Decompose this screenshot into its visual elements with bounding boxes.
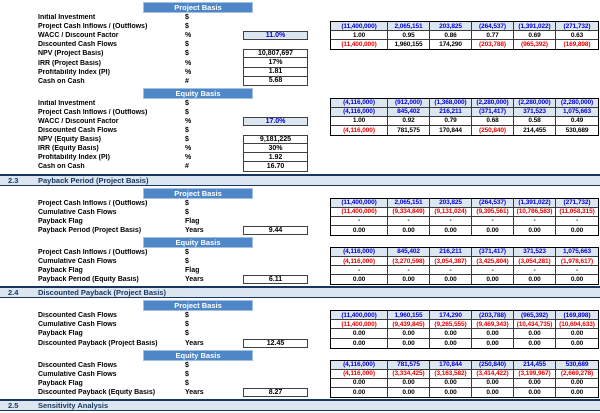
table-cell[interactable]: - — [514, 217, 556, 226]
unit-label: $ — [185, 23, 189, 31]
unit-label: Years — [185, 388, 204, 396]
table-cell[interactable]: (271,732) — [556, 199, 598, 208]
table-cell[interactable]: (912,000) — [388, 99, 430, 108]
table-cell[interactable]: (10,604,633) — [556, 320, 598, 329]
table-cell[interactable]: 0.00 — [388, 275, 430, 284]
unit-label: Flag — [185, 217, 200, 225]
table-cell[interactable]: (371,417) — [472, 108, 514, 117]
basis-block-equity-basis-returns — [0, 88, 600, 172]
discounted-payback-equity-value[interactable]: 8.27 — [243, 388, 308, 397]
table-cell[interactable]: (10,434,735) — [514, 320, 556, 329]
table-cell[interactable]: (4,116,000) — [331, 248, 388, 257]
basis-header-bar: Equity Basis — [143, 88, 253, 99]
sheet-row — [0, 135, 600, 144]
row-label: Payback Flag — [38, 330, 83, 338]
unit-label: $ — [185, 99, 189, 107]
table-cell[interactable]: (11,400,000) — [331, 22, 388, 31]
sheet-row — [0, 77, 600, 86]
unit-label: $ — [185, 50, 189, 58]
table-cell[interactable]: 2,065,151 — [388, 199, 430, 208]
value-box-slot — [243, 208, 308, 217]
table-cell[interactable]: (11,400,000) — [331, 320, 388, 329]
table-cell[interactable]: 1.00 — [331, 31, 388, 40]
table-cell[interactable]: (965,392) — [514, 40, 556, 49]
table-cell[interactable]: (4,116,000) — [331, 108, 388, 117]
table-cell[interactable]: 0.00 — [331, 379, 388, 388]
pi-project-value[interactable]: 1.81 — [243, 68, 308, 77]
table-cell[interactable]: 170,844 — [430, 361, 472, 370]
table-cell[interactable]: (3,270,598) — [388, 257, 430, 266]
unit-label: $ — [185, 208, 189, 216]
payback-period-project-value[interactable]: 9.44 — [243, 226, 308, 235]
value-box-slot — [243, 311, 308, 320]
table-cell[interactable]: 371,523 — [514, 108, 556, 117]
value-box-slot — [243, 153, 308, 162]
row-label: Cumulative Cash Flows — [38, 321, 117, 329]
table-cell[interactable]: - — [430, 266, 472, 275]
table-cell[interactable]: 781,575 — [388, 126, 430, 135]
row-label: Cash on Cash — [38, 163, 85, 171]
unit-label: # — [185, 77, 189, 85]
table-cell[interactable]: 0.79 — [430, 117, 472, 126]
table-cell[interactable]: (9,439,845) — [388, 320, 430, 329]
value-box-slot — [243, 13, 308, 22]
table-cell[interactable]: (4,116,000) — [331, 126, 388, 135]
npv-project-value[interactable]: 10,807,697 — [243, 49, 308, 58]
value-box-slot — [243, 257, 308, 266]
section-title: Sensitivity Analysis — [38, 401, 109, 410]
table-cell[interactable]: - — [472, 266, 514, 275]
table-cell[interactable]: (3,054,387) — [430, 257, 472, 266]
table-cell[interactable]: 0.00 — [331, 388, 388, 397]
unit-label: Years — [185, 226, 204, 234]
basis-header-bar: Equity Basis — [143, 237, 253, 248]
table-cell[interactable]: (203,788) — [472, 311, 514, 320]
table-cell[interactable]: 203,825 — [430, 22, 472, 31]
section-header-discounted-payback — [0, 286, 600, 298]
row-label: Payback Period (Project Basis) — [38, 226, 142, 234]
table-cell[interactable]: (169,898) — [556, 311, 598, 320]
table-cell[interactable]: 0.00 — [430, 379, 472, 388]
unit-label: $ — [185, 361, 189, 369]
section-number: 2.4 — [8, 288, 19, 298]
npv-equity-value[interactable]: 9,181,225 — [243, 135, 308, 144]
table-cell[interactable]: (11,058,315) — [556, 208, 598, 217]
table-cell[interactable]: 0.00 — [388, 379, 430, 388]
value-box-slot — [243, 275, 308, 284]
value-box-slot — [243, 117, 308, 126]
unit-label: $ — [185, 370, 189, 378]
table-cell[interactable]: (3,199,967) — [514, 370, 556, 379]
unit-label: $ — [185, 127, 189, 135]
table-cell[interactable]: - — [472, 217, 514, 226]
table-cell[interactable]: 0.00 — [514, 339, 556, 348]
basis-header-bar: Equity Basis — [143, 350, 253, 361]
table-cell[interactable]: 0.92 — [388, 117, 430, 126]
period-table — [330, 198, 599, 236]
table-cell[interactable]: 0.00 — [331, 275, 388, 284]
value-box-slot — [243, 339, 308, 348]
table-cell[interactable]: 0.00 — [331, 329, 388, 338]
table-cell[interactable]: (1,978,617) — [556, 257, 598, 266]
table-cell[interactable]: - — [331, 266, 388, 275]
table-cell[interactable]: 2,065,151 — [388, 22, 430, 31]
row-label: Payback Period (Equity Basis) — [38, 276, 139, 284]
table-cell[interactable]: 530,689 — [556, 361, 598, 370]
table-cell[interactable]: (271,732) — [556, 22, 598, 31]
table-cell[interactable]: 0.00 — [514, 226, 556, 235]
sheet-row — [0, 153, 600, 162]
table-cell[interactable]: 0.00 — [514, 379, 556, 388]
table-cell[interactable]: (1,368,000) — [430, 99, 472, 108]
table-cell[interactable]: (11,400,000) — [331, 199, 388, 208]
table-cell[interactable]: 214,455 — [514, 361, 556, 370]
table-cell[interactable]: 0.00 — [570, 339, 584, 347]
table-cell[interactable]: (9,334,849) — [388, 208, 430, 217]
unit-label: Years — [185, 276, 204, 284]
value-box-slot — [243, 126, 308, 135]
table-cell[interactable]: (11,400,000) — [331, 208, 388, 217]
table-cell[interactable]: 174,290 — [430, 311, 472, 320]
table-cell[interactable]: 170,844 — [430, 126, 472, 135]
table-cell[interactable]: 1,960,155 — [388, 40, 430, 49]
unit-label: Flag — [185, 267, 200, 275]
table-cell[interactable]: (4,116,000) — [331, 370, 388, 379]
row-label: Cumulative Cash Flows — [38, 208, 117, 216]
row-label: Discounted Payback (Project Basis) — [38, 339, 158, 347]
table-cell[interactable]: 0.00 — [514, 388, 556, 397]
table-cell[interactable]: 1,075,663 — [556, 248, 598, 257]
row-label: Payback Flag — [38, 267, 83, 275]
value-box-slot — [243, 162, 308, 171]
table-cell[interactable]: 781,575 — [388, 361, 430, 370]
table-cell[interactable]: 0.95 — [388, 31, 430, 40]
table-cell[interactable]: 1,075,663 — [556, 108, 598, 117]
unit-label: % — [185, 154, 192, 162]
table-cell[interactable]: 845,402 — [388, 248, 430, 257]
table-cell[interactable]: 0.00 — [331, 226, 388, 235]
unit-label: $ — [185, 330, 189, 338]
row-label: Initial Investment — [38, 99, 96, 107]
value-box-slot — [243, 320, 308, 329]
table-cell[interactable]: 0.00 — [430, 275, 472, 284]
table-cell[interactable]: (2,280,000) — [514, 99, 556, 108]
section-title: Discounted Payback (Project Basis) — [38, 288, 166, 298]
table-cell[interactable]: 371,523 — [514, 248, 556, 257]
table-cell[interactable]: (4,116,000) — [331, 361, 388, 370]
table-cell[interactable]: - — [331, 217, 388, 226]
table-cell[interactable]: (9,395,561) — [472, 208, 514, 217]
pi-equity-value[interactable]: 1.92 — [243, 153, 308, 162]
value-box-slot — [243, 31, 308, 40]
table-cell[interactable]: (4,116,000) — [331, 99, 388, 108]
table-cell[interactable]: (11,400,000) — [331, 40, 388, 49]
table-cell[interactable]: 0.00 — [472, 226, 514, 235]
table-cell[interactable]: (264,537) — [472, 22, 514, 31]
value-box-slot — [243, 49, 308, 58]
unit-label: $ — [185, 248, 189, 256]
period-table — [330, 98, 599, 136]
table-cell[interactable]: (371,417) — [472, 248, 514, 257]
table-cell[interactable]: (264,537) — [472, 199, 514, 208]
row-label: Cumulative Cash Flows — [38, 258, 117, 266]
table-cell[interactable]: 0.00 — [472, 379, 514, 388]
value-box-slot — [243, 144, 308, 153]
cash-on-cash-project-value[interactable]: 5.68 — [243, 77, 308, 86]
table-cell[interactable]: 0.00 — [570, 226, 584, 234]
table-cell[interactable]: 214,455 — [514, 126, 556, 135]
table-cell[interactable]: (3,425,804) — [472, 257, 514, 266]
sheet-row — [0, 58, 600, 67]
table-cell[interactable]: 845,402 — [388, 108, 430, 117]
section-title: Payback Period (Project Basis) — [38, 175, 149, 185]
table-cell[interactable]: - — [388, 217, 430, 226]
unit-label: $ — [185, 136, 189, 144]
value-box-slot — [243, 226, 308, 235]
row-label: Discounted Cash Flows — [38, 312, 117, 320]
table-cell[interactable]: 1.00 — [331, 117, 388, 126]
table-cell[interactable]: (4,116,000) — [331, 257, 388, 266]
table-cell[interactable]: - — [514, 266, 556, 275]
table-cell[interactable]: 0.86 — [430, 31, 472, 40]
value-box-slot — [243, 217, 308, 226]
value-box-slot — [243, 370, 308, 379]
unit-label: $ — [185, 108, 189, 116]
table-cell[interactable]: 0.77 — [472, 31, 514, 40]
table-cell[interactable]: 216,211 — [430, 108, 472, 117]
row-label: Initial Investment — [38, 14, 96, 22]
period-table — [330, 247, 599, 285]
row-label: Cumulative Cash Flows — [38, 370, 117, 378]
table-cell[interactable]: 0.00 — [430, 226, 472, 235]
unit-label: $ — [185, 199, 189, 207]
row-label: Discounted Cash Flows — [38, 41, 117, 49]
table-cell[interactable]: 0.00 — [388, 388, 430, 397]
row-label: NPV (Equity Basis) — [38, 136, 102, 144]
row-label: Payback Flag — [38, 217, 83, 225]
row-label: IRR (Project Basis) — [38, 59, 102, 67]
table-cell[interactable]: (2,669,278) — [556, 370, 598, 379]
unit-label: $ — [185, 41, 189, 49]
payback-period-equity-value[interactable]: 6.11 — [243, 275, 308, 284]
table-cell[interactable]: (169,898) — [563, 41, 591, 49]
table-cell[interactable]: 1,960,155 — [388, 311, 430, 320]
row-label: Project Cash Inflows / (Outflows) — [38, 108, 148, 116]
table-cell[interactable]: 0.00 — [472, 339, 514, 348]
table-cell[interactable]: 0.00 — [472, 388, 514, 397]
table-cell[interactable]: 0.00 — [556, 379, 598, 388]
sheet-row — [0, 144, 600, 153]
section-header-payback-period — [0, 174, 600, 186]
table-cell[interactable]: 0.00 — [556, 329, 598, 338]
basis-header-bar: Project Basis — [143, 300, 253, 311]
table-cell[interactable]: 0.00 — [472, 275, 514, 284]
row-label: WACC / Discount Factor — [38, 32, 119, 40]
row-label: Discounted Cash Flows — [38, 127, 117, 135]
table-cell[interactable]: 0.00 — [388, 329, 430, 338]
table-cell[interactable]: - — [556, 266, 598, 275]
unit-label: $ — [185, 321, 189, 329]
wacc-project-input[interactable]: 11.0% — [243, 31, 308, 40]
value-box-slot — [243, 68, 308, 77]
value-box-slot — [243, 248, 308, 257]
table-cell[interactable]: 0.69 — [514, 31, 556, 40]
table-cell[interactable]: 0.00 — [430, 388, 472, 397]
value-box-slot — [243, 388, 308, 397]
value-box-slot — [243, 135, 308, 144]
table-cell[interactable]: (965,392) — [514, 311, 556, 320]
table-cell[interactable]: 0.00 — [388, 226, 430, 235]
value-box-slot — [243, 40, 308, 49]
table-cell[interactable]: (9,469,343) — [472, 320, 514, 329]
table-cell[interactable]: 0.68 — [472, 117, 514, 126]
wacc-equity-input[interactable]: 17.0% — [243, 117, 308, 126]
table-cell[interactable]: (1,391,022) — [514, 22, 556, 31]
table-cell[interactable]: (3,334,425) — [388, 370, 430, 379]
section-number: 2.3 — [8, 175, 19, 185]
period-table — [330, 360, 599, 398]
table-cell[interactable]: (9,265,555) — [430, 320, 472, 329]
row-label: Discounted Cash Flows — [38, 361, 117, 369]
section-number: 2.5 — [8, 401, 19, 410]
unit-label: Years — [185, 339, 204, 347]
section-header-sensitivity-analysis — [0, 399, 600, 411]
table-cell[interactable]: 203,825 — [430, 199, 472, 208]
row-label: NPV (Project Basis) — [38, 50, 104, 58]
value-box-slot — [243, 199, 308, 208]
value-box-slot — [243, 266, 308, 275]
table-cell[interactable]: (2,280,000) — [556, 99, 598, 108]
row-label: WACC / Discount Factor — [38, 117, 119, 125]
table-cell[interactable]: (3,054,281) — [514, 257, 556, 266]
table-cell[interactable]: - — [430, 217, 472, 226]
basis-block-project-basis-payback — [0, 188, 600, 235]
table-cell[interactable]: (2,280,000) — [472, 99, 514, 108]
table-cell[interactable]: 174,290 — [430, 40, 472, 49]
sheet-row — [0, 162, 600, 171]
row-label: Project Cash Inflows / (Outflows) — [38, 248, 148, 256]
table-cell[interactable]: 0.00 — [430, 329, 472, 338]
basis-block-project-basis-returns — [0, 2, 600, 86]
table-cell[interactable]: (1,391,022) — [514, 199, 556, 208]
table-cell[interactable]: 0.00 — [570, 388, 584, 396]
table-cell[interactable]: 530,689 — [565, 127, 589, 135]
table-cell[interactable]: 0.00 — [430, 339, 472, 348]
period-table — [330, 21, 599, 50]
unit-label: # — [185, 163, 189, 171]
value-box-slot — [243, 99, 308, 108]
row-label: Payback Flag — [38, 379, 83, 387]
unit-label: $ — [185, 312, 189, 320]
unit-label: $ — [185, 258, 189, 266]
basis-block-equity-basis-discounted-payback — [0, 350, 600, 397]
value-box-slot — [243, 22, 308, 31]
unit-label: $ — [185, 379, 189, 387]
value-box-slot — [243, 58, 308, 67]
irr-project-value[interactable]: 17% — [243, 58, 308, 67]
table-cell[interactable]: (250,840) — [472, 361, 514, 370]
row-label: IRR (Equity Basis) — [38, 145, 99, 153]
unit-label: % — [185, 68, 192, 76]
table-cell[interactable]: 216,211 — [430, 248, 472, 257]
row-label: Project Cash Inflows / (Outflows) — [38, 23, 148, 31]
table-cell[interactable]: 0.58 — [514, 117, 556, 126]
table-cell[interactable]: 0.63 — [556, 31, 598, 40]
table-cell[interactable]: (3,414,422) — [472, 370, 514, 379]
cash-on-cash-equity-value[interactable]: 16.70 — [243, 162, 308, 171]
value-box-slot — [243, 329, 308, 338]
sheet-row — [0, 49, 600, 58]
table-cell[interactable]: - — [556, 217, 598, 226]
row-label: Profitability Index (PI) — [38, 154, 110, 162]
basis-block-equity-basis-payback — [0, 237, 600, 284]
discounted-payback-project-value[interactable]: 12.45 — [243, 339, 308, 348]
row-label: Project Cash Inflows / (Outflows) — [38, 199, 148, 207]
table-cell[interactable]: 0.00 — [570, 276, 584, 284]
basis-header-bar: Project Basis — [143, 2, 253, 13]
row-label: Profitability Index (PI) — [38, 68, 110, 76]
unit-label: $ — [185, 14, 189, 22]
row-label: Cash on Cash — [38, 77, 85, 85]
table-cell[interactable]: - — [388, 266, 430, 275]
unit-label: % — [185, 145, 192, 153]
table-cell[interactable]: 0.00 — [514, 329, 556, 338]
table-cell[interactable]: 0.00 — [331, 339, 388, 348]
row-label: Discounted Payback (Equity Basis) — [38, 388, 156, 396]
table-cell[interactable]: (9,131,024) — [430, 208, 472, 217]
basis-block-project-basis-discounted-payback — [0, 300, 600, 347]
table-cell[interactable]: (11,400,000) — [331, 311, 388, 320]
value-box-slot — [243, 108, 308, 117]
table-cell[interactable]: 0.00 — [388, 339, 430, 348]
period-table — [330, 310, 599, 348]
value-box-slot — [243, 361, 308, 370]
unit-label: % — [185, 32, 192, 40]
table-cell[interactable]: (10,786,583) — [514, 208, 556, 217]
sheet-row — [0, 68, 600, 77]
unit-label: % — [185, 59, 192, 67]
irr-equity-value[interactable]: 30% — [243, 144, 308, 153]
value-box-slot — [243, 77, 308, 86]
value-box-slot — [243, 379, 308, 388]
table-cell[interactable]: (3,163,582) — [430, 370, 472, 379]
basis-header-bar: Project Basis — [143, 188, 253, 199]
table-cell[interactable]: 0.00 — [472, 329, 514, 338]
table-cell[interactable]: 0.49 — [556, 117, 598, 126]
table-cell[interactable]: (250,840) — [472, 126, 514, 135]
table-cell[interactable]: (203,788) — [472, 40, 514, 49]
unit-label: % — [185, 117, 192, 125]
table-cell[interactable]: 0.00 — [514, 275, 556, 284]
